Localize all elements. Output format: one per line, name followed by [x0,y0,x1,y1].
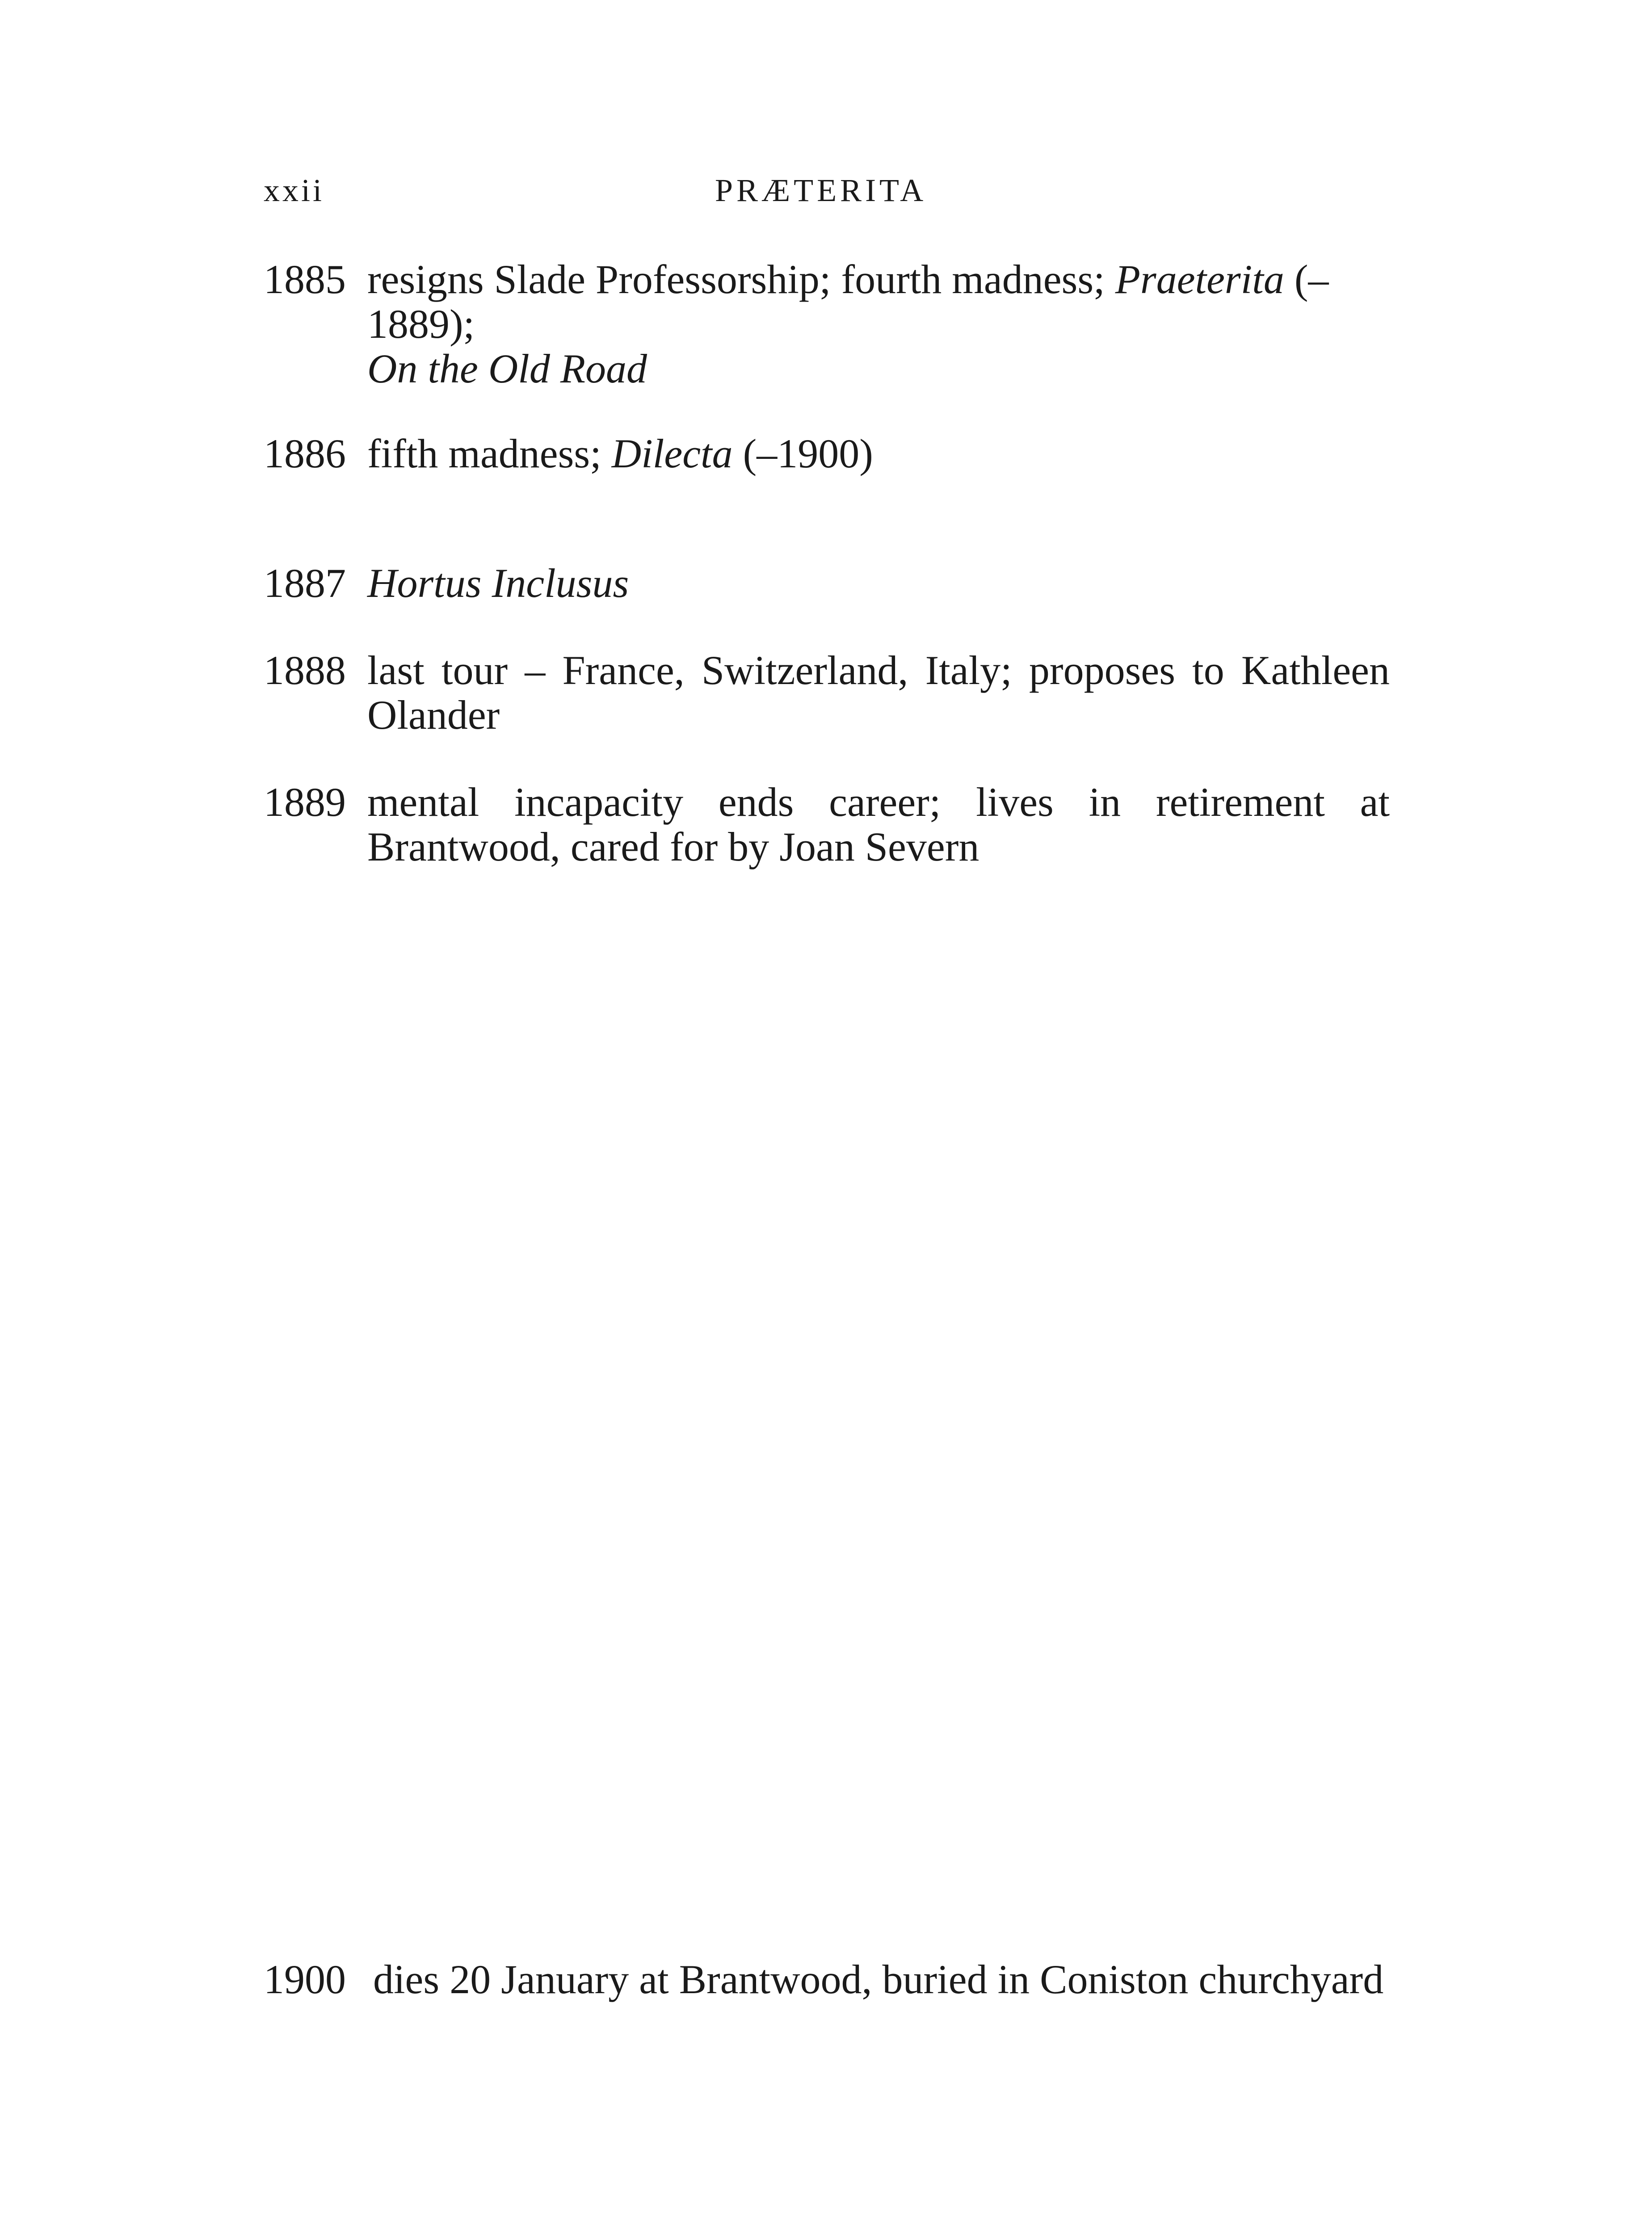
entry-text-part: (–1900) [732,431,873,476]
work-title-dilecta: Dilecta [611,431,733,476]
entry-text: mental incapacity ends career; lives in retirement at Brantwood, cared for by Joan Severn [367,779,1390,869]
entry-year: 1889 [264,779,346,825]
entry-year: 1885 [264,256,346,302]
entry-year: 1900 [264,1957,346,2002]
entry-text: last tour – France, Switzerland, Italy; proposes to Kathleen Olander [367,647,1390,738]
entry-year: 1886 [264,431,346,476]
entry-text [367,257,1390,391]
entry-year: 1888 [264,647,346,693]
entry-text-part: resigns Slade Professorship; fourth madness; [367,256,1115,302]
entry-text-part: fifth madness; [367,431,612,476]
work-title-on-the-old-road: On the Old Road [367,346,647,391]
work-title-hortus-inclusus: Hortus Inclusus [367,560,629,606]
entry-year: 1887 [264,560,346,606]
entry-text: dies 20 January at Brantwood, buried in Coniston churchyard [373,1957,1384,2002]
entry-text [367,431,1390,476]
work-title-praeterita: Praeterita [1115,256,1284,302]
page-number: xxii [264,172,325,208]
running-title: PRÆTERITA [715,172,927,208]
entry-text [367,561,1390,605]
entry-text-part: (–1889); [367,256,1329,347]
